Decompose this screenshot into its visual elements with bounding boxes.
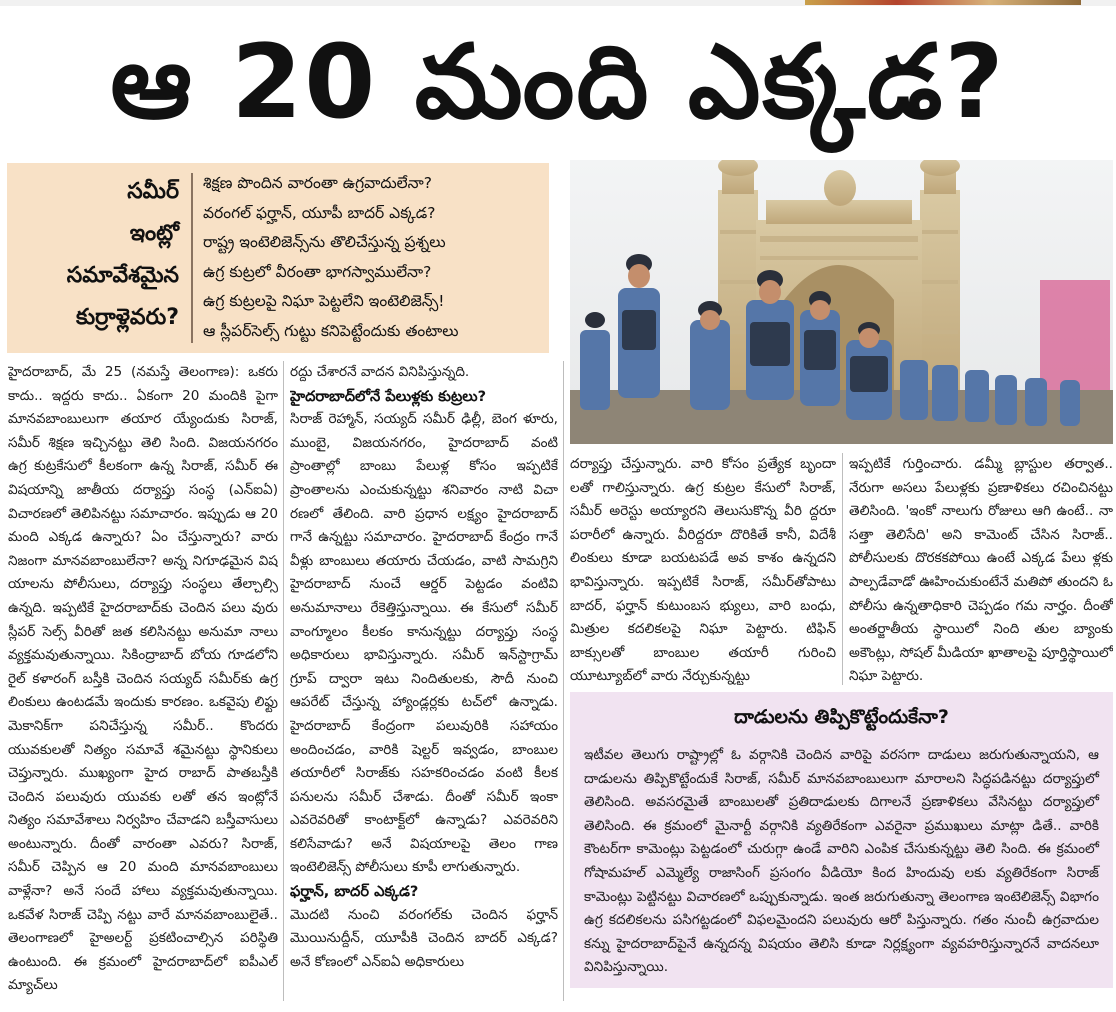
subheading: హైదరాబాద్‌లోనే పేలుళ్లకు కుట్రలు? [290,387,487,405]
column-rule [283,361,284,1001]
kicker-left-line: సమావేశమైన [66,263,179,288]
kicker-divider [191,173,193,343]
body-text: ఇప్పటికే గుర్తించారు. డమ్మీ బ్లాస్టుల తర్వాత.. నేరుగా అసలు పేలుళ్లకు ప్రణాళికలు రచించినట్టు తెలిసింది. 'ఇంకో నాలుగు రోజులు ఆగి ఉంటే.. నా సత్తా తెలిసేది' అని కామెంట్ చేసిన సిరాజ్.. పోలీసులకు దొరకకపోయి ఉంటే ఎక్కడ పేలు ళ్లకు పాల్పడేవాడో ఊహించుకుంటేనే మతిపో తుందని ఓ పోలీసు ఉన్నతాధికారి చెప్పడం గమ నార్హం. దీంతో అంతర్జాతీయ స్థాయిలో నింది తుల బ్యాంకు అకౌంట్లు, సోషల్ మీడియా ఖాతాలపై పూర్తిస్థాయిలో నిఘా పెట్టారు. [849,456,1113,685]
subheading: ఫర్హాన్, బాదర్ ఎక్కడ? [290,883,419,901]
kicker-line: శిక్షణ పొందిన వారంతా ఉగ్రవాదులేనా? [203,174,433,192]
kicker-line: రాష్ట్ర ఇంటెలిజెన్స్‌ను తొలిచేస్తున్న ప్రశ్నలు [203,233,446,251]
kicker-left-line: ఇంట్లో [129,221,179,246]
body-text: దర్యాప్తు చేస్తున్నారు. వారి కోసం ప్రత్యేక బృందా లతో గాలిస్తున్నారు. ఉగ్ర కుట్రల కేసులో సిరాజ్, సమీర్ అరెస్టు అయ్యారని తెలుసుకొన్న వీరి ద్దరూ పరారీలో ఉన్నారు. వీరిద్దరూ దొరికితే కానీ, విదేశీ లింకులు కూడా బయటపడే అవ కాశం ఉన్నదని భావిస్తున్నారు. ఇప్పటికే సిరాజ్, సమీర్‌తోపాటు బాదర్, ఫర్హాన్ కుటుంబస భ్యులు, వారి బంధు, మిత్రుల కదలికలపై నిఘా పెట్టారు. టిఫిన్ బాక్సులతో బాంబుల తయారీ గురించి యూట్యూబ్‌లో వారు నేర్చుకున్నట్టు [570,456,836,685]
kicker-left-line: కుర్రాళ్లెవరు? [76,305,179,330]
kicker-line: ఆ స్లీపర్‌సెల్స్ గుట్టు కనిపెట్టేందుకు తంటాలు [203,321,459,340]
body-text: సిరాజ్ రెహ్మాన్, సయ్యద్ సమీర్ ఢిల్లీ, బెంగ ళూరు, ముంబై, విజయనగరం, హైదరాబాద్ వంటి ప్రాంతాల్లో బాంబు పేలుళ్ల కోసం ఇప్పటికే ప్రాంతాలను ఎంచుకున్నట్టు శనివారం నాటి విచా రణలో తేలింది. వారి ప్రధాన లక్ష్యం హైదరాబాద్ గానే ఉన్నట్టు సమాచారం. హైదరాబాద్ కేంద్రం గానే వీళ్లు బాంబులు తయారు చేయడం, వాటి సామగ్రిని హైదరాబాద్ నుంచే ఆర్డర్ పెట్టడం వంటివి అనుమానాలు రేకెత్తిస్తున్నాయి. ఈ కేసులో సమీర్ వాంగ్మూలం కీలకం కానున్నట్టు దర్యాప్తు సంస్థ అధికారులు భావిస్తున్నారు. సమీర్ ఇన్‌స్టాగ్రామ్ గ్రూప్ ద్వారా ఇటు నిందితులకు, సౌదీ నుంచి ఆపరేట్ చేస్తున్న హ్యాండ్లర్లకు టచ్‌లో ఉన్నాడు. హైదరాబాద్ కేంద్రంగా పలువురికి సహాయం అందించడం, వారికి షెల్టర్ ఇవ్వడం, బాంబుల తయారీలో సిరాజ్‌కు సహకరించడం వంటి కీలక పనులను సమీర్ చేశాడు. దీంతో సమీర్ ఇంకా ఎవరెవరితో కాంటాక్ట్‌లో ఉన్నాడు? ఎవరెవరిని కలిసేవాడు? అనే విషయాలపై తెలం గాణ ఇంటెలిజెన్స్ పోలీసులు కూపీ లాగుతున్నారు. [290,411,558,876]
column-rule [563,361,564,1001]
box-title: దాడులను తిప్పికొట్టేందుకేనా? [734,706,949,728]
kicker-line: వరంగల్ ఫర్హాన్, యూపీ బాదర్ ఎక్కడ? [203,203,436,222]
kicker-line: ఉగ్ర కుట్రలో వీరంతా భాగస్వాములేనా? [203,262,432,281]
body-text: రద్దు చేశారనే వాదన వినిపిస్తున్నది. [290,364,470,380]
box-body: ఇటీవల తెలుగు రాష్ట్రాల్లో ఓ వర్గానికి చెందిన వారిపై వరసగా దాడులు జరుగుతున్నాయని, ఆ దాడులను తిప్పికొట్టేందుకే సిరాజ్, సమీర్ మానవబాంబులుగా మారాలని సిద్ధపడినట్టు దర్యాప్తులో తెలిసింది. అవసరమైతే బాంబులతో ప్రతిదాడులకు దిగాలనే ప్రణాళికలు వేసినట్టు దర్యాప్తులో తెలిసింది. ఈ క్రమంలో మైనార్టీ వర్గానికి వ్యతిరేకంగా ఎవరైనా ప్రముఖులు మాట్లా డితే.. వారికి కౌంటర్‌గా కామెంట్లు పెట్టడంలో చురుగ్గా ఉండే వారిని ఎంపిక చేసుకున్నట్టు తెలి సింది. ఈ క్రమంలో గోషామహల్ ఎమ్మెల్యే రాజాసింగ్ ప్రసంగం వీడియో కింద హిందువు లకు వ్యతిరేకంగా సిరాజ్ కామెంట్లు పెట్టినట్టు విచారణలో ఒప్పుకున్నాడు. ఇంత జరుగుతున్నా తెలంగాణ ఇంటెలిజెన్స్ విభాగం ఉగ్ర కదలికలను పసిగట్టడంలో విఫలమైందని పలువురు ఆరో పిస్తున్నారు. గతం నుంచీ ఉగ్రవాదుల కన్ను హైదరాబాద్‌పైనే ఉన్నదన్న విషయం తెలిసి కూడా నిర్లక్ష్యంగా వ్యవహరిస్తున్నారనే వాదనలూ వినిపిస్తున్నాయి. [584,747,1099,976]
article-column-4 [849,453,1113,685]
article-column-2 [290,361,558,1001]
kicker-right [203,169,545,346]
body-text: హైదరాబాద్, మే 25 (నమస్తే తెలంగాణ): ఒకరు కాదు.. ఇద్దరు కాదు.. ఏకంగా 20 మందికి పైగా మానవబాంబులుగా తయార య్యేందుకు సిరాజ్, సమీర్ శిక్షణ ఇచ్చినట్టు తెలి సింది. విజయనగరం ఉగ్ర కుట్రకేసులో కీలకంగా ఉన్న సిరాజ్, సమీర్ ఈ విషయాన్ని జాతీయ దర్యాప్తు సంస్థ (ఎన్ఐఏ) విచారణలో తెలిపినట్టు సమాచారం. ఇప్పుడు ఆ 20 మంది ఎక్కడ ఉన్నారు? ఏం చేస్తున్నారు? వారు నిజంగా మానవబాంబులేనా? అన్న నిగూఢమైన విష యాలను పోలీసులు, దర్యాప్తు సంస్థలు తేల్చాల్సి ఉన్నది. ఇప్పటికే హైదరాబాద్‌కు చెందిన పలు వురు స్లీపర్ సెల్స్ వీరితో జత కలిసినట్టు అనుమా నాలు వ్యక్తమవుతున్నాయి. సికింద్రాబాద్ బోయ గూడలోని రైల్ కళారంగ్ బస్తీకి చెందిన సయ్యద్ సమీర్‌కు ఉగ్ర లింకులు ఉంటడమే ఇందుకు కారణం. ఒకవైపు లిఫ్టు మెకానిక్‌గా పనిచేస్తున్న సమీర్.. కొందరు యువకులతో నిత్యం సమావే శమైనట్టు స్థానికులు చెప్తున్నారు. ముఖ్యంగా హైద రాబాద్ పాతబస్తీకి చెందిన పలువురు యువకు లతో తన ఇంట్లోనే నిత్యం సమావేశాలు నిర్వహిం చేవాడని బస్తీవాసులు అంటున్నారు. దీంతో వారంతా ఎవరు? సిరాజ్, సమీర్ చెప్పిన ఆ 20 మంది మానవబాంబులు వాళ్లేనా? అనే సందే హాలు వ్యక్తమవుతున్నాయి. ఒకవేళ సిరాజ్ చెప్పి నట్టు వారే మానవబాంబులైతే.. తెలంగాణలో హైఅలర్ట్ ప్రకటించాల్సిన పరిస్థితి ఉంటుంది. ఈ క్రమంలో హైదరాబాద్‌లో ఐపీఎల్ మ్యాచ్‌లు [8,364,278,994]
news-photo [570,160,1113,444]
top-strip [0,0,1116,6]
body-text: మొదటి నుంచి వరంగల్‌కు చెందిన ఫర్హాన్ మొయినుద్దీన్, యూపీకి చెందిన బాదర్ ఎక్కడ? అనే కోణంలో ఎన్ఐఏ అధికారులు [290,906,558,970]
headline: ఆ 20 మంది ఎక్కడ? [110,23,1006,142]
top-photo-strip [805,0,1081,5]
sidebar-box [570,692,1113,988]
kicker-box [7,163,549,353]
kicker-left-line: సమీర్ [127,179,179,204]
kicker-left [7,171,179,339]
charminar-photo [570,160,1113,444]
kicker-line: ఉగ్ర కుట్రలపై నిఘా పెట్టలేని ఇంటెలిజెన్స్! [203,292,445,310]
column-rule [842,453,843,685]
article-column-1 [8,361,278,1001]
article-column-3 [570,453,836,685]
